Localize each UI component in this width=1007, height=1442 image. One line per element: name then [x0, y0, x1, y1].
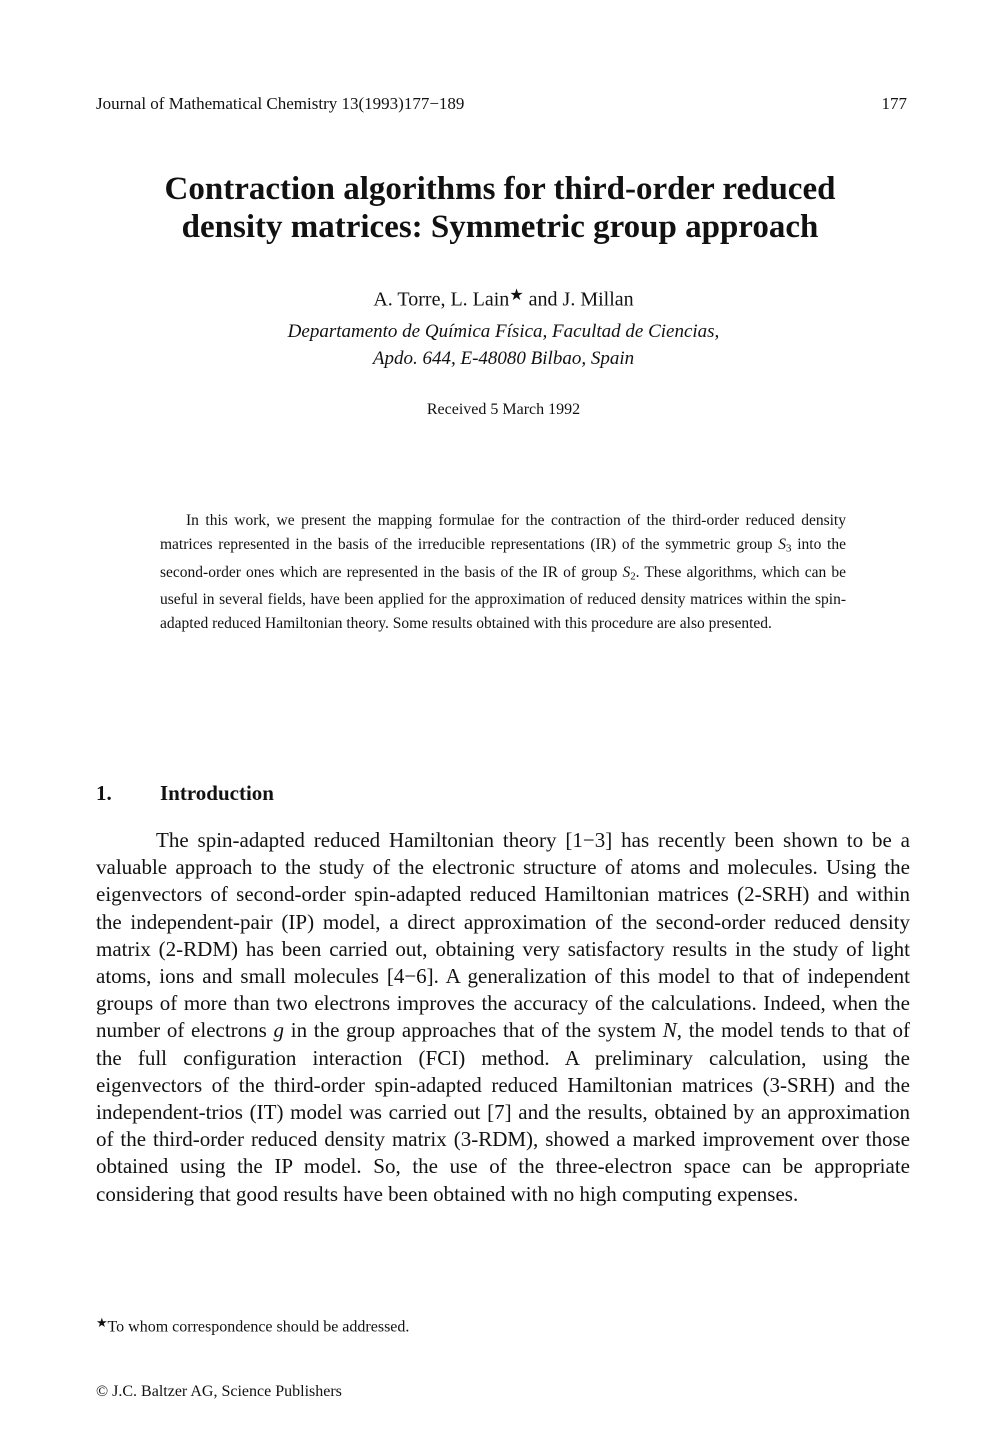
paper-title [90, 170, 910, 246]
abstract [160, 509, 846, 636]
section-heading [96, 781, 274, 806]
symbol-s2-subscript: 2 [630, 570, 636, 583]
title-line-2: density matrices: Symmetric group approach [181, 209, 819, 245]
copyright-notice: © J.C. Baltzer AG, Science Publishers [96, 1383, 342, 1400]
affiliation-line-2: Apdo. 644, E-48080 Bilbao, Spain [372, 348, 635, 369]
symbol-g: g [273, 1018, 285, 1043]
abstract-text-1: In this work, we present the mapping formulae for the contraction of the third-order reduced density matrices represented in the basis of the irreducible representations (IR) of the symmetric group [160, 512, 846, 553]
title-line-1: Contraction algorithms for third-order reduced [164, 171, 836, 207]
section-number: 1. [96, 781, 112, 805]
footnote [96, 1316, 409, 1336]
correspondence-star: ★ [509, 287, 524, 304]
footnote-text: To whom correspondence should be addressed. [107, 1318, 410, 1336]
affiliation-line-1: Departamento de Química Física, Facultad de Ciencias, [287, 321, 720, 342]
section-title: Introduction [160, 781, 274, 805]
abstract-text-3: . These algorithms, which can be useful in several fields, have been applied for the approximation of reduced density matrices within the spin-adapted reduced Hamiltonian theory. Some results obtained with this procedure are also presented. [160, 563, 846, 633]
page-number: 177 [881, 94, 907, 113]
symbol-s3: S [778, 536, 787, 553]
footnote-star: ★ [96, 1316, 108, 1330]
affiliation [0, 318, 1007, 372]
author-names-part1: A. Torre, L. Lain [373, 288, 510, 311]
abstract-text-2: into the second-order ones which are represented in the basis of the IR of group [160, 536, 846, 581]
journal-citation: Journal of Mathematical Chemistry 13(1993)177−189 [96, 94, 465, 113]
symbol-n: N [662, 1018, 677, 1043]
symbol-s2: S [622, 563, 631, 581]
intro-text-1: The spin-adapted reduced Hamiltonian theory [1−3] has recently been shown to be a valuable approach to the study of the electronic structure of atoms and molecules. Using the eigenvectors of second-order spin-adapted reduced Hamiltonian matrices (2-SRH) and within the independent-pair (IP) model, a direct approximation of the second-order reduced density matrix (2-RDM) has been carried out, obtaining very satisfactory results in the study of light atoms, ions and small molecules [4−6]. A generalization of this model to that of independent groups of more than two electrons improves the accuracy of the calculations. Indeed, when the number of electrons [96, 828, 910, 1043]
intro-text-2: in the group approaches that of the system [284, 1018, 663, 1043]
symbol-s3-subscript: 3 [786, 542, 792, 555]
introduction-paragraph [96, 827, 910, 1208]
received-date: Received 5 March 1992 [426, 401, 581, 418]
author-names-part2: and J. Millan [523, 288, 634, 311]
intro-text-3: , the model tends to that of the full configuration interaction (FCI) method. A preliminary calculation, using the eigenvectors of the third-order spin-adapted reduced Hamiltonian matrices (3-SRH) and the independent-trios (IT) model was carried out [7] and the results, obtained by an approximation of the third-order reduced density matrix (3-RDM), showed a marked improvement over those obtained using the IP model. So, the use of the three-electron space can be appropriate considering that good results have been obtained with no high computing expenses. [96, 1018, 910, 1206]
author-list [0, 285, 1007, 312]
